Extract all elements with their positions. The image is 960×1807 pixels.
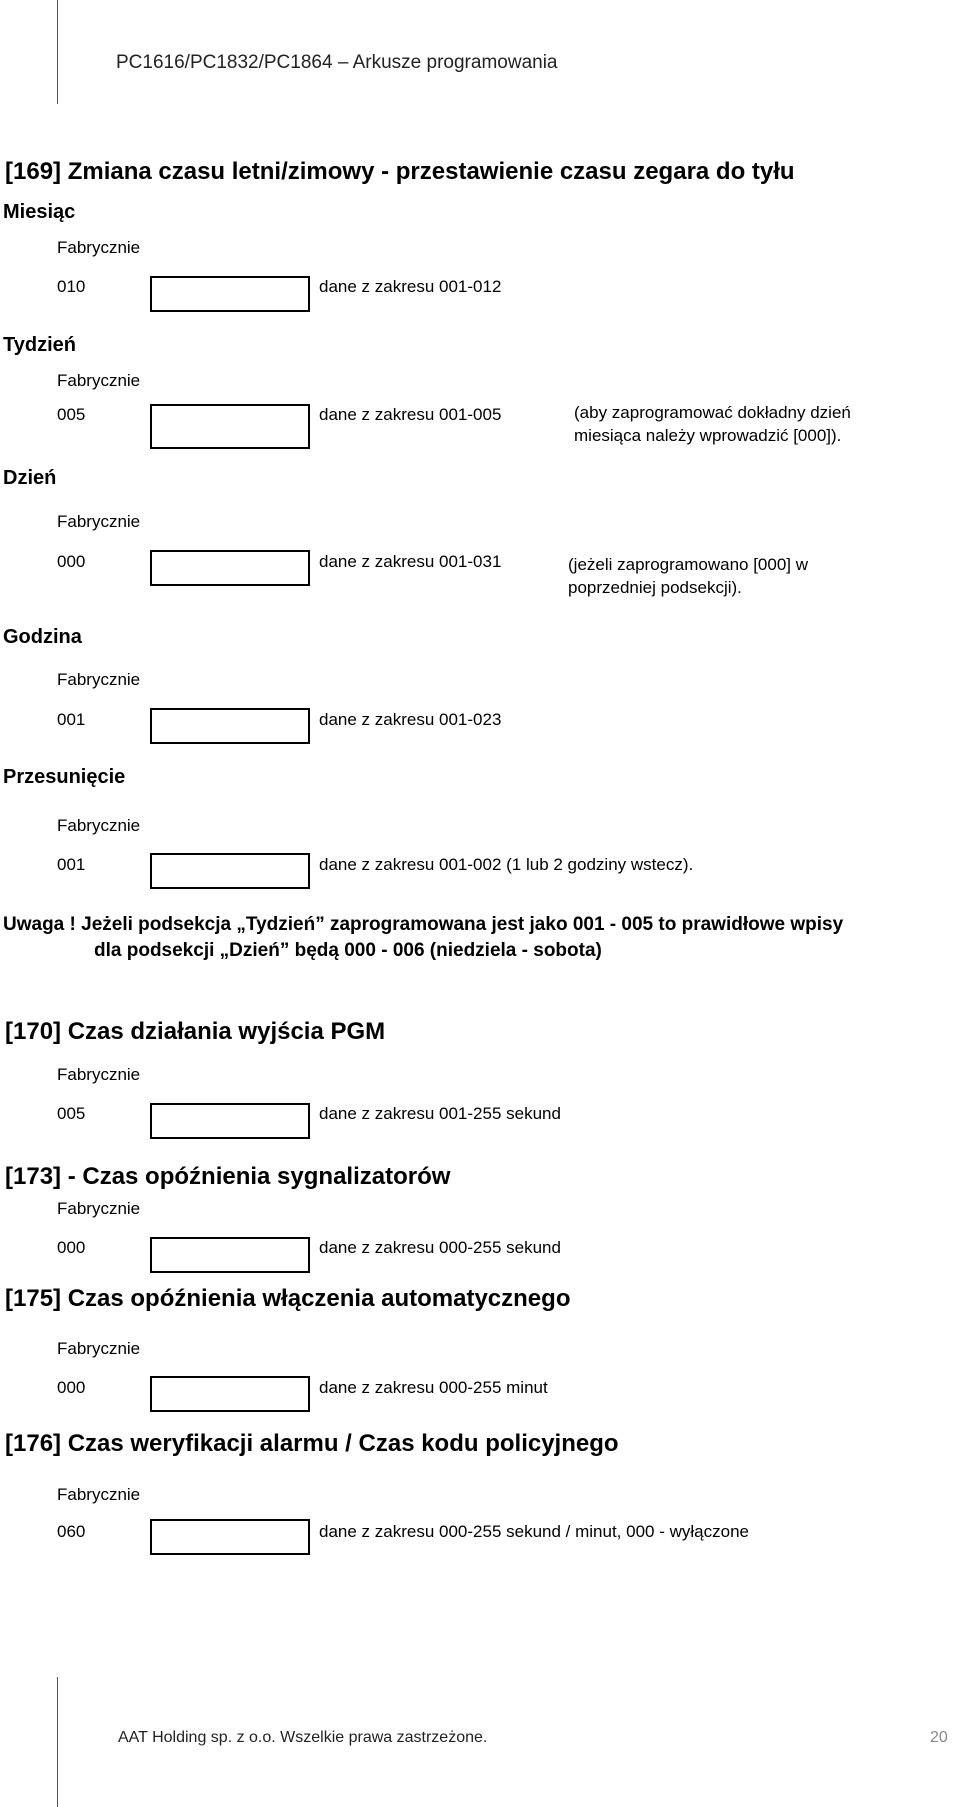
shift-default-value: 001 xyxy=(57,855,86,874)
section-176-default-value: 060 xyxy=(57,1522,86,1541)
section-175-title: [175] Czas opóźnienia włączenia automatycznego xyxy=(5,1285,571,1312)
month-default-label: Fabrycznie xyxy=(57,238,141,257)
hour-heading: Godzina xyxy=(3,626,82,648)
section-169-title: [169] Zmiana czasu letni/zimowy - przestawienie czasu zegara do tyłu xyxy=(5,158,795,185)
section-170-title: [170] Czas działania wyjścia PGM xyxy=(5,1018,386,1045)
shift-heading: Przesunięcie xyxy=(3,766,126,788)
week-note: (aby zaprogramować dokładny dzień miesiąca należy wprowadzić [000]). xyxy=(574,403,851,445)
section-176-input-box[interactable] xyxy=(150,1519,310,1555)
section-175-range: dane z zakresu 000-255 minut xyxy=(319,1378,548,1397)
day-note: (jeżeli zaprogramowano [000] w poprzedniej podsekcji). xyxy=(568,555,809,597)
day-default-value: 000 xyxy=(57,552,86,571)
section-176-title: [176] Czas weryfikacji alarmu / Czas kodu policyjnego xyxy=(5,1430,619,1457)
day-input-box[interactable] xyxy=(150,550,310,586)
section-173-range: dane z zakresu 000-255 sekund xyxy=(319,1238,561,1257)
day-heading: Dzień xyxy=(3,467,57,489)
hour-range: dane z zakresu 001-023 xyxy=(319,710,502,729)
month-input-box[interactable] xyxy=(150,276,310,312)
day-default-label: Fabrycznie xyxy=(57,512,141,531)
section-173-default-label: Fabrycznie xyxy=(57,1199,141,1218)
month-heading: Miesiąc xyxy=(3,201,76,223)
page-header-title: PC1616/PC1832/PC1864 – Arkusze programowania xyxy=(116,52,558,73)
section-170-input-box[interactable] xyxy=(150,1103,310,1139)
month-default-value: 010 xyxy=(57,277,86,296)
section-175-input-box[interactable] xyxy=(150,1376,310,1412)
week-heading: Tydzień xyxy=(3,334,76,356)
section-173-default-value: 000 xyxy=(57,1238,86,1257)
shift-input-box[interactable] xyxy=(150,853,310,889)
warning-line-2: dla podsekcji „Dzień” będą 000 - 006 (niedziela - sobota) xyxy=(94,940,602,961)
week-input-box[interactable] xyxy=(150,404,310,449)
hour-input-box[interactable] xyxy=(150,708,310,744)
section-173-title: [173] - Czas opóźnienia sygnalizatorów xyxy=(5,1163,451,1190)
footer-rule xyxy=(57,1677,58,1807)
section-170-default-label: Fabrycznie xyxy=(57,1065,141,1084)
page-number: 20 xyxy=(930,1729,948,1746)
section-173-input-box[interactable] xyxy=(150,1237,310,1273)
header-rule xyxy=(57,0,58,104)
section-170-default-value: 005 xyxy=(57,1104,86,1123)
section-176-default-label: Fabrycznie xyxy=(57,1485,141,1504)
hour-default-value: 001 xyxy=(57,710,86,729)
shift-range: dane z zakresu 001-002 (1 lub 2 godziny wstecz). xyxy=(319,855,694,874)
day-range: dane z zakresu 001-031 xyxy=(319,552,502,571)
week-default-value: 005 xyxy=(57,405,86,424)
section-175-default-label: Fabrycznie xyxy=(57,1339,141,1358)
footer-copyright: AAT Holding sp. z o.o. Wszelkie prawa zastrzeżone. xyxy=(118,1729,488,1746)
shift-default-label: Fabrycznie xyxy=(57,816,141,835)
section-176-range: dane z zakresu 000-255 sekund / minut, 000 - wyłączone xyxy=(319,1522,749,1541)
warning-line-1: Uwaga ! Jeżeli podsekcja „Tydzień” zaprogramowana jest jako 001 - 005 to prawidłowe wpisy xyxy=(3,914,844,935)
month-range: dane z zakresu 001-012 xyxy=(319,277,502,296)
hour-default-label: Fabrycznie xyxy=(57,670,141,689)
week-default-label: Fabrycznie xyxy=(57,371,141,390)
section-170-range: dane z zakresu 001-255 sekund xyxy=(319,1104,561,1123)
section-175-default-value: 000 xyxy=(57,1378,86,1397)
week-range: dane z zakresu 001-005 xyxy=(319,405,502,424)
